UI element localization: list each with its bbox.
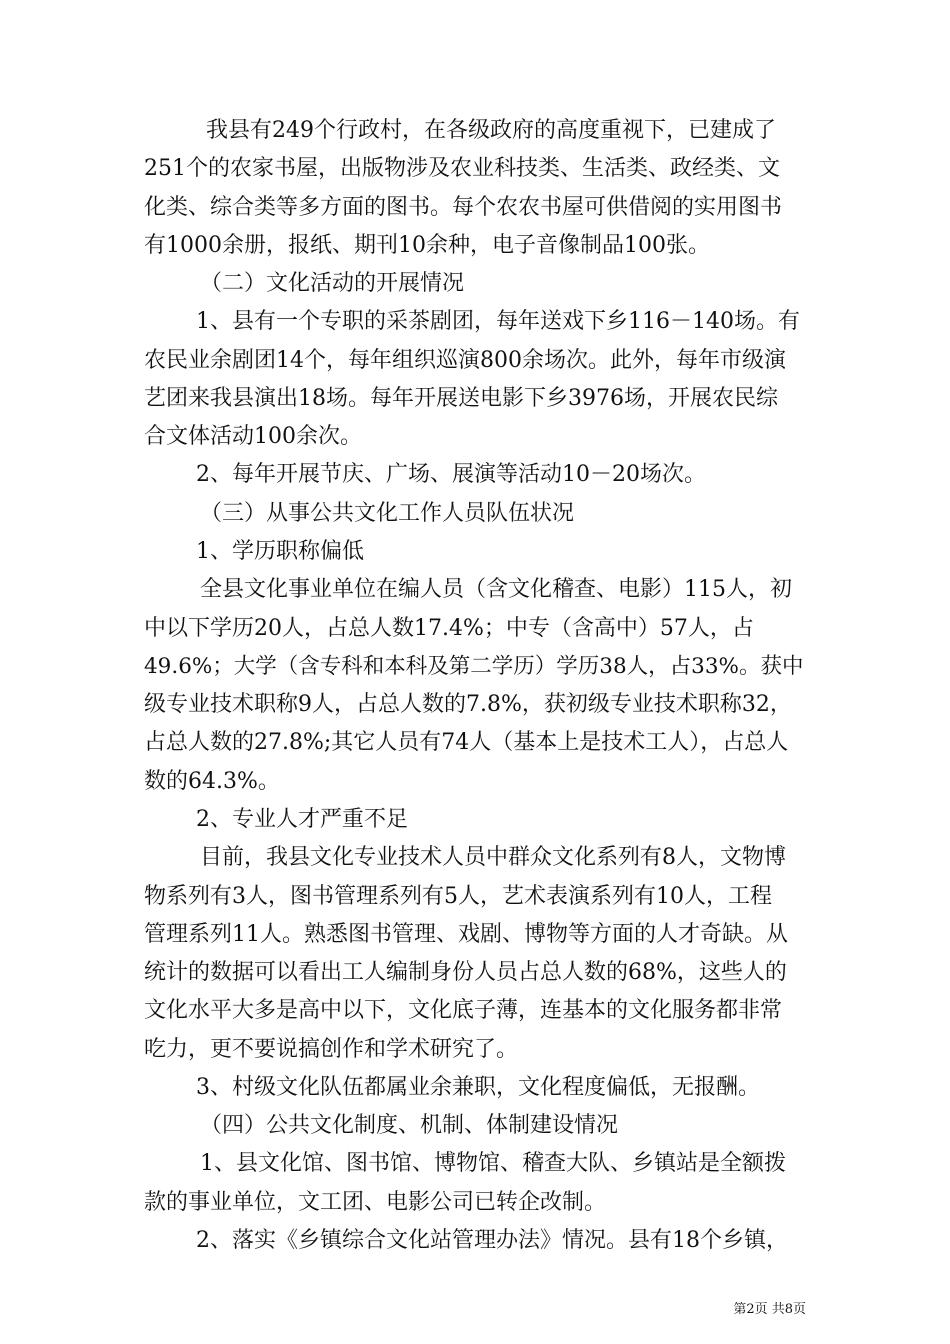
page-number: 第2页 共8页 [733, 1302, 806, 1317]
text-line: 2、每年开展节庆、广场、展演等活动10－20场次。 [196, 462, 706, 488]
text-line: 吃力，更不要说搞创作和学术研究了。 [144, 1036, 519, 1062]
text-line: 我县有249个行政村，在各级政府的高度重视下，已建成了 [206, 118, 776, 143]
text-line: 2、落实《乡镇综合文化站管理办法》情况。县有18个乡镇， [196, 1228, 788, 1253]
text-line: 中以下学历20人，占总人数17.4%；中专（含高中）57人，占 [144, 615, 754, 641]
text-line: 占总人数的27.8%;其它人员有74人（基本上是技术工人），占总人 [144, 730, 789, 756]
text-line: 款的事业单位，文工团、电影公司已转企改制。 [144, 1189, 607, 1215]
text-line: 物系列有3人，图书管理系列有5人，艺术表演系列有10人，工程 [144, 883, 772, 909]
text-line: 管理系列11人。熟悉图书管理、戏剧、博物等方面的人才奇缺。从 [144, 921, 788, 947]
section-heading: （三）从事公共文化工作人员队伍状况 [200, 500, 575, 526]
subsection-heading: 2、专业人才严重不足 [196, 806, 408, 832]
text-line: 全县文化事业单位在编人员（含文化稽查、电影）115人，初 [200, 577, 792, 603]
text-line: 1、县有一个专职的采茶剧团，每年送戏下乡116－140场。有 [196, 309, 800, 335]
text-line: 有1000余册，报纸、期刊10余种，电子音像制品100张。 [144, 232, 710, 258]
text-line: 级专业技术职称9人，占总人数的7.8%，获初级专业技术职称32， [144, 692, 792, 718]
text-line: 统计的数据可以看出工人编制身份人员占总人数的68%，这些人的 [144, 960, 787, 986]
text-line: 化类、综合类等多方面的图书。每个农农书屋可供借阅的实用图书 [144, 194, 783, 220]
text-line: 49.6%；大学（含专科和本科及第二学历）学历38人，占33%。获中 [144, 653, 804, 679]
subsection-heading: 3、村级文化队伍都属业余兼职，文化程度偏低，无报酬。 [196, 1074, 760, 1100]
subsection-heading: 1、学历职称偏低 [196, 539, 364, 565]
text-line: 目前，我县文化专业技术人员中群众文化系列有8人，文物博 [200, 845, 786, 871]
text-line: 文化水平大多是高中以下，文化底子薄，连基本的文化服务都非常 [144, 998, 783, 1024]
text-line: 合文体活动100余次。 [144, 424, 362, 450]
text-line: 1、县文化馆、图书馆、博物馆、稽查大队、乡镇站是全额拨 [200, 1151, 786, 1177]
text-line: 数的64.3%。 [144, 768, 280, 794]
text-line: 艺团来我县演出18场。每年开展送电影下乡3976场，开展农民综 [144, 385, 778, 411]
section-heading: （二）文化活动的开展情况 [200, 271, 465, 297]
section-heading: （四）公共文化制度、机制、体制建设情况 [200, 1113, 619, 1139]
text-line: 251个的农家书屋，出版物涉及农业科技类、生活类、政经类、文 [144, 156, 780, 182]
text-line: 农民业余剧团14个，每年组织巡演800余场次。此外，每年市级演 [144, 347, 786, 373]
